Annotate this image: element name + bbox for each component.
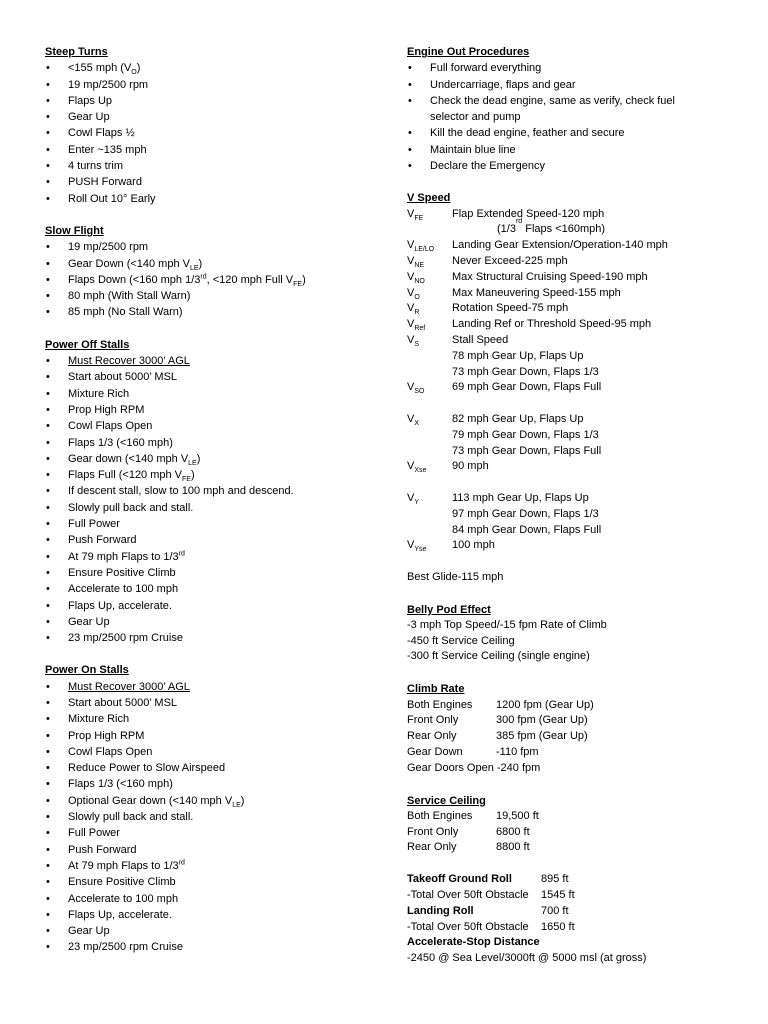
list-item: • Gear Up [45,923,375,939]
list-item: • Flaps Up, accelerate. [45,907,375,923]
landing-row: -Total Over 50ft Obstacle 1650 ft [407,920,575,933]
list-item: • Start about 5000’ MSL [45,695,375,711]
list-item: • Full Power [45,516,375,532]
vspeed-row-x-3: 73 mph Gear Down, Flaps Full [452,444,602,457]
list-item: • Reduce Power to Slow Airspeed [45,760,375,776]
power-off-stalls-section [45,337,375,647]
service-ceiling-row: Both Engines 19,500 ft [407,809,539,822]
vspeed-row-ref: $V_{Ref}$ Landing Ref or Threshold Speed-95 mph [407,318,652,333]
vspeed-row-x: $V_X$ 82 mph Gear Up, Flaps Up [407,413,584,428]
takeoff-row: -Total Over 50ft Obstacle 1545 ft [407,889,575,902]
list-item: • Prop High RPM [45,402,375,418]
list-item: • Check the dead engine, same as verify, check fuel selector and pump [407,93,692,126]
list-item: • Mixture Rich [45,386,375,402]
vspeed-row-yse: $V_{Yse}$ 100 mph [407,539,495,554]
vspeed-row-s-2: 78 mph Gear Up, Flaps Up [452,349,584,362]
list-item: • 85 mph (No Stall Warn) [45,304,375,320]
list-item: • 23 mp/2500 rpm Cruise [45,630,375,646]
power-off-stalls-title: Power Off Stalls [45,338,130,351]
belly-pod-line: -300 ft Service Ceiling (single engine) [407,650,590,663]
list-item: • Flaps Full (<120 mph $V_{FE}$) [45,467,375,483]
list-item: • Must Recover 3000’ AGL [45,679,375,695]
v-speed-title: V Speed [407,192,451,205]
steep-turns-section [45,44,375,207]
list-item: • Ensure Positive Climb [45,874,375,890]
list-item: • Gear Up [45,614,375,630]
list-item: • Full forward everything [407,60,737,76]
spacer [407,475,737,491]
power-on-stalls-section [45,662,375,955]
power-on-stalls-title: Power On Stalls [45,664,129,677]
engine-out-section [407,44,737,174]
takeoff-landing-section [407,872,737,967]
list-item: • Full Power [45,825,375,841]
list-item: • Gear Down (<140 mph $V_{LE}$) [45,256,375,272]
takeoff-row: Takeoff Ground Roll 895 ft [407,873,569,886]
slow-flight-section [45,223,375,321]
climb-rate-title: Climb Rate [407,683,465,696]
left-column [45,44,375,972]
list-item: • Maintain blue line [407,142,737,158]
belly-pod-line: -450 ft Service Ceiling [407,634,515,647]
vspeed-row-y: $V_Y$ 113 mph Gear Up, Flaps Up [407,492,589,507]
vspeed-row-y-3: 84 mph Gear Down, Flaps Full [452,523,602,536]
list-item: • Cowl Flaps Open [45,744,375,760]
list-item: • Mixture Rich [45,711,375,727]
climb-rate-section [407,681,737,776]
slow-flight-title: Slow Flight [45,224,104,237]
best-glide: Best Glide-115 mph [407,571,504,583]
list-item: • Optional Gear down (<140 mph $V_{LE}$) [45,793,375,809]
accelerate-stop-line: -2450 @ Sea Level/3000ft @ 5000 msl (at gross) [407,952,647,965]
engine-out-title: Engine Out Procedures [407,46,530,58]
list-item: • 19 mp/2500 rpm [45,239,375,255]
list-item: • Accelerate to 100 mph [45,581,375,597]
list-item: • Ensure Positive Climb [45,565,375,581]
vspeed-row-so: $V_{SO}$ 69 mph Gear Down, Flaps Full [407,381,602,396]
list-item: • Prop High RPM [45,728,375,744]
slow-flight-list [45,239,375,320]
list-item: • <155 mph $(V_O)$ [45,60,375,76]
steep-turns-list [45,60,375,207]
list-item: • Kill the dead engine, feather and secure [407,125,737,141]
list-item: • 80 mph (With Stall Warn) [45,288,375,304]
list-item: • Push Forward [45,532,375,548]
list-item: • Start about 5000’ MSL [45,369,375,385]
vspeed-row-fe-note: (1/3 rd Flaps <160mph) [497,218,606,236]
service-ceiling-row: Rear Only 8800 ft [407,841,530,854]
power-on-list [45,679,375,956]
vspeed-row-no: $V_{NO}$ Max Structural Cruising Speed-190 mph [407,270,648,286]
vspeed-row-x-2: 79 mph Gear Down, Flaps 1/3 [452,428,599,441]
right-column [407,44,737,983]
service-ceiling-row: Front Only 6800 ft [407,825,530,838]
vspeed-row-ne: $V_{NE}$ Never Exceed-225 mph [407,255,568,270]
list-item: • Flaps Up [45,93,375,109]
vspeed-row-fe: $V_{FE}$ Flap Extended Speed-120 mph [407,207,605,222]
service-ceiling-title: Service Ceiling [407,794,486,807]
belly-pod-title: Belly Pod Effect [407,603,491,616]
landing-row: Landing Roll 700 ft [407,904,569,917]
list-item: • 4 turns trim [45,158,375,174]
vspeed-row-y-2: 97 mph Gear Down, Flaps 1/3 [452,507,599,520]
steep-turns-title: Steep Turns [45,46,108,58]
power-off-list [45,353,375,646]
vspeed-row-o: $V_O$ Max Maneuvering Speed-155 mph [407,286,621,301]
climb-rate-row: Rear Only 385 fpm (Gear Up) [407,730,588,743]
list-item: • Declare the Emergency [407,158,737,174]
vspeed-row-s: $V_S$ Stall Speed [407,334,509,349]
vspeed-row-s-3: 73 mph Gear Down, Flaps 1/3 [452,365,599,378]
vspeed-row-le: $V_{LE/LO}$ Landing Gear Extension/Operation-140 mph [407,239,668,254]
service-ceiling-section [407,793,737,857]
list-item: • Slowly pull back and stall. [45,809,375,825]
accelerate-stop-title: Accelerate-Stop Distance [407,936,540,949]
engine-out-list [407,60,737,174]
belly-pod-section [407,602,737,666]
list-item: • Accelerate to 100 mph [45,891,375,907]
climb-rate-row: Front Only 300 fpm (Gear Up) [407,714,588,727]
v-speed-section [407,190,737,585]
list-item: • Flaps Down (<160 mph 1/3rd, <120 mph Full $V_{FE}$) [45,272,375,288]
list-item: • Flaps 1/3 (<160 mph) [45,776,375,792]
list-item: • Enter ~135 mph [45,142,375,158]
list-item: • PUSH Forward [45,174,375,190]
list-item: • Push Forward [45,842,375,858]
spacer [407,554,737,570]
list-item: • Roll Out 10° Early [45,191,375,207]
climb-rate-row: Gear Down -110 fpm [407,745,539,758]
list-item: • If descent stall, slow to 100 mph and descend. [45,483,375,499]
list-item: • At 79 mph Flaps to 1/3rd [45,549,375,565]
list-item: • 23 mp/2500 rpm Cruise [45,939,375,955]
list-item: • Flaps 1/3 (<160 mph) [45,435,375,451]
list-item: • Undercarriage, flaps and gear [407,77,737,93]
vspeed-row-r: $V_R$ Rotation Speed-75 mph [407,302,569,317]
belly-pod-line: -3 mph Top Speed/-15 fpm Rate of Climb [407,618,607,631]
list-item: • Gear down (<140 mph $V_{LE}$) [45,451,375,467]
vspeed-row-xse: $V_{Xse}$ 90 mph [407,460,489,475]
list-item: • Gear Up [45,109,375,125]
list-item: • At 79 mph Flaps to 1/3rd [45,858,375,874]
list-item: • Must Recover 3000’ AGL [45,353,375,369]
spacer [407,586,737,602]
climb-rate-row: Gear Doors Open -240 fpm [407,761,541,774]
list-item: • Cowl Flaps Open [45,418,375,434]
list-item: • Slowly pull back and stall. [45,500,375,516]
list-item: • 19 mp/2500 rpm [45,77,375,93]
list-item: • Flaps Up, accelerate. [45,598,375,614]
climb-rate-row: Both Engines 1200 fpm (Gear Up) [407,698,594,711]
list-item: • Cowl Flaps ½ [45,125,375,141]
spacer [407,396,737,412]
